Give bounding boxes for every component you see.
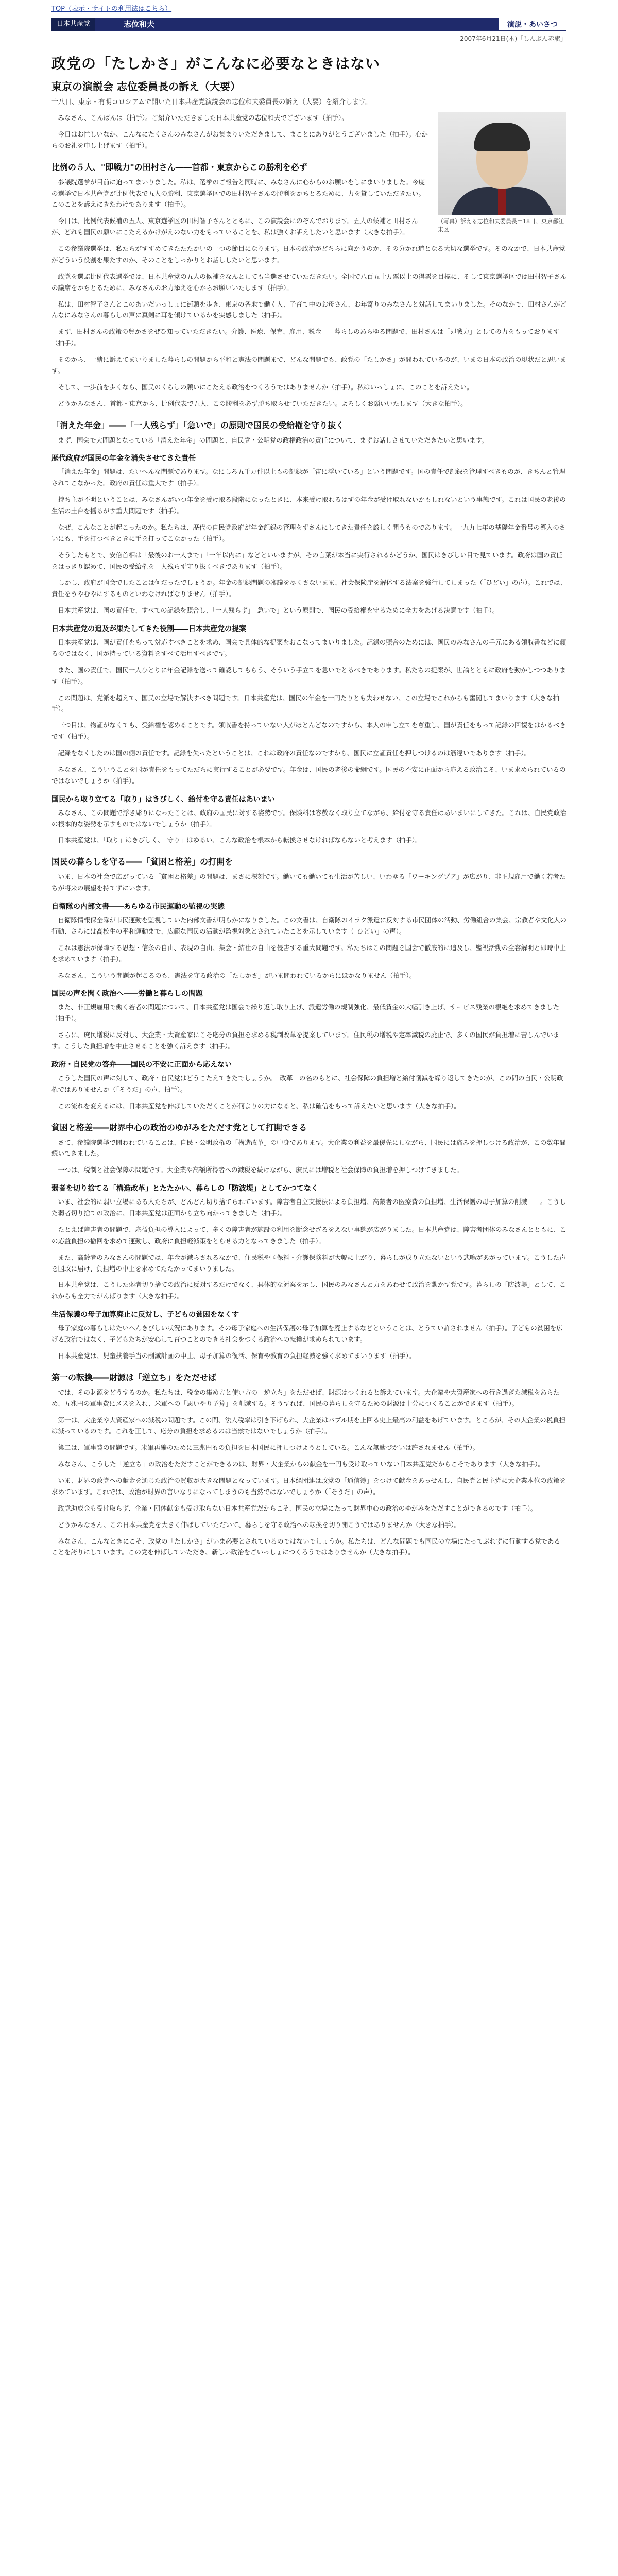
body-paragraph: 日本共産党は、児童扶養手当の削減計画の中止、母子加算の復活、保育や教育の負担軽減を強く求めてまいります（拍手）。	[58, 1351, 416, 1360]
section-heading: 比例の５人、"即戦力"の田村さん――首都・東京からこの勝利を必ず	[52, 162, 307, 172]
body-paragraph: いま、日本の社会で広がっている「貧困と格差」の問題は、まさに深刻です。働いても働いても生活が苦しい、いわゆる「ワーキングプア」が広がり、非正規雇用で働く若者たちが将来の展望を持てずにいます。	[52, 873, 566, 892]
body-paragraph: では、その財源をどうするのか。私たちは、税金の集め方と使い方の「逆立ち」をただせば、財源はつくれると訴えています。大企業や大資産家への行き過ぎた減税をあらため、五兆円の軍事費にメスを入れ、米軍への「思いやり予算」を削減する。そうすれば、国民の暮らしを守るための財源は十分につくることができます（拍手）。	[52, 1388, 560, 1408]
body-paragraph: さて、参議院選挙で問われていることは、自民・公明政権の「構造改革」の中身であります。大企業の利益を最優先にしながら、国民には痛みを押しつける政治が、この数年間続いてきました。	[52, 1138, 566, 1158]
body-paragraph: 政党助成金も受け取らず、企業・団体献金も受け取らない日本共産党だからこそ、国民の立場にたって財界中心の政治のゆがみをただすことができるのです（拍手）。	[58, 1504, 537, 1512]
body-paragraph: どうかみなさん、この日本共産党を大きく伸ばしていただいて、暮らしを守る政治への転換を切り開こうではありませんか（大きな拍手）。	[58, 1520, 461, 1529]
body-paragraph: しかし、政府が国会でしたことは何だったでしょうか。年金の記録問題の審議を尽くさないまま、社会保険庁を解体する法案を強行してしまった（「ひどい」の声）。これでは、責任をうやむやにするものといわなければなりません（拍手）。	[52, 579, 567, 598]
body-paragraph: まず、田村さんの政策の豊かさをぜひ知っていただきたい。介護、医療、保育、雇用、税金――暮らしのあらゆる問題で、田村さんは「即戦力」としての力をもっております（拍手）。	[52, 328, 560, 347]
body-paragraph: たとえば障害者の問題で、応益負担の導入によって、多くの障害者が施設の利用を断念せざるをえない事態が広がりました。日本共産党は、障害者団体のみなさんとともに、この応益負担の撤回を求めて運動し、政府に負担軽減策をとらせる力となってきました（拍手）。	[52, 1225, 566, 1245]
section-title: 志位和夫	[124, 20, 155, 29]
top-nav	[0, 0, 618, 18]
body-paragraph: そのから、一緒に訴えてまいりました暮らしの問題から平和と憲法の問題まで、どんな問題でも、政党の「たしかさ」が問われているのが、いまの日本の政治の現状だと思います。	[52, 355, 566, 375]
top-link[interactable]: TOP（表示・サイトの利用法はこちら）	[52, 5, 172, 13]
body-paragraph: 第二は、軍事費の問題です。米軍再編のために三兆円もの負担を日本国民に押しつけようとしている。こんな無駄づかいは許されません（拍手）。	[58, 1444, 479, 1452]
body-paragraph: この参議院選挙は、私たちがすすめてきたたたかいの一つの節目になります。日本の政治がどちらに向かうのか、その分かれ道となる大切な選挙です。そのなかで、日本共産党がどういう役割を果たすのか、そのことをしっかりとお話ししたいと思います。	[52, 245, 565, 264]
body-paragraph: いま、社会的に弱い立場にある人たちが、どんどん切り捨てられています。障害者自立支援法による負担増、高齢者の医療費の負担増、生活保護の母子加算の削減――。こうした弱者切り捨ての政治に、日本共産党は正面から立ち向かってきました（拍手）。	[52, 1198, 566, 1217]
subsection-heading: 生活保護の母子加算廃止に反対し、子どもの貧困をなくす	[52, 1311, 239, 1319]
body-paragraph: 参議院選挙が目前に迫ってまいりました。私は、選挙のご報告と同時に、みなさんに心からのお願いをしにまいりました。今度の選挙で日本共産党が比例代表で五人の勝利、東京選挙区での田村智子さんの勝利をかちとるために、力を貸していただきたい。このことを訴えにきたわけであります（拍手）。	[52, 178, 425, 209]
body-paragraph: また、国の責任で、国民一人ひとりに年金記録を送って確認してもらう、そういう手立てを急いでとるべきであります。私たちの提案が、世論とともに政府を動かしつつあります（拍手）。	[52, 666, 566, 685]
subsection-heading: 国民の声を聞く政治へ――労働と暮らしの問題	[52, 990, 203, 998]
subsection-heading: 弱者を切り捨てる「構造改革」とたたかい、暮らしの「防波堤」としてかつてなく	[52, 1184, 318, 1193]
body-paragraph: みなさん、こういうことを国が責任をもってただちに実行することが必要です。年金は、国民の老後の命綱です。国民の不安に正面から応える政治こそ、いま求められているのではないでしょうか（拍手）。	[52, 765, 566, 785]
body-paragraph: こうした国民の声に対して、政府・自民党はどうこたえてきたでしょうか。「改革」の名のもとに、社会保障の負担増と給付削減を繰り返してきたのが、この間の自民・公明政権ではありませんか（「そうだ」の声、拍手）。	[52, 1074, 563, 1093]
subsection-heading: 政府・自民党の答弁――国民の不安に正面から応えない	[52, 1060, 232, 1069]
body-paragraph: みなさん、この問題で浮き彫りになったことは、政府の国民に対する姿勢です。保険料は容赦なく取り立てながら、給付を守る責任はあいまいにしてきた。これは、自民党政治の根本的な姿勢を示すものではないでしょうか（拍手）。	[52, 808, 566, 828]
body-paragraph: どうかみなさん、首都・東京から、比例代表で五人、この勝利を必ず勝ち取らせていただきたい。よろしくお願いいたします（大きな拍手）。	[58, 399, 467, 408]
body-paragraph: 一つは、税制と社会保障の問題です。大企業や高額所得者への減税を続けながら、庶民には増税と社会保障の負担増を押しつけてきました。	[58, 1166, 464, 1174]
party-label[interactable]: 日本共産党	[52, 18, 95, 31]
body-paragraph: また、高齢者のみなさんの問題では、年金が減らされるなかで、住民税や国保料・介護保険料が大幅に上がり、暮らしが成り立たないという悲鳴があがっています。こうした声を国政に届け、負担増の中止を求めてたたかってまいりました。	[52, 1253, 566, 1273]
body-paragraph: 今日はお忙しいなか、こんなにたくさんのみなさんがお集まりいただきまして、まことにありがとうございました（拍手）。心からのお礼を申し上げます（拍手）。	[52, 130, 428, 149]
speaker-photo	[438, 112, 566, 215]
body-paragraph: みなさん、こういう問題が起こるのも、憲法を守る政治の「たしかさ」がいま問われているからにほかなりません（拍手）。	[58, 971, 416, 979]
subsection-heading: 日本共産党の追及が果たしてきた役割――日本共産党の提案	[52, 625, 246, 633]
body-paragraph: 「消えた年金」問題は、たいへんな問題であります。なにしろ五千万件以上もの記録が「宙に浮いている」という問題です。国の責任で記録を管理すべきものが、きちんと管理されてこなかった。政府の責任は重大です（拍手）。	[52, 468, 565, 487]
body-paragraph: 三つ目は、物証がなくても、受給権を認めることです。領収書を持っていない人がほとんどなのですから、本人の申し立てを尊重し、国が責任をもって記録の回復をはかるべきです（拍手）。	[52, 721, 566, 741]
body-paragraph: みなさん、こうした「逆立ち」の政治をただすことができるのは、財界・大企業からの献金を一円も受け取っていない日本共産党だからこそであります（大きな拍手）。	[58, 1460, 545, 1468]
body-paragraph: 日本共産党は、国の責任で、すべての記録を照合し、「一人残らず」「急いで」という原則で、国民の受給権を守るために全力をあげる決意です（拍手）。	[58, 606, 499, 615]
body-paragraph: 日本共産党は、国が責任をもって対応すべきことを求め、国会で具体的な提案をおこなってまいりました。記録の照合のためには、国民のみなさんの手元にある領収書などに頼るのではなく、国が持っている資料をすべて活用すべきです。	[52, 638, 566, 657]
article	[52, 49, 566, 1563]
article-lead: 十八日、東京・有明コロシアムで開いた日本共産党演説会の志位和夫委員長の訴え（大要）を紹介します。	[52, 98, 372, 106]
section-heading: 「消えた年金」――「一人残らず」「急いで」の原則で国民の受給権を守り抜く	[52, 420, 345, 430]
body-paragraph: まず、国会で大問題となっている「消えた年金」の問題と、自民党・公明党の政権政治の責任について、まずお話しさせていただきたいと思います。	[58, 436, 488, 444]
article-subtitle: 東京の演説会 志位委員長の訴え（大要）	[52, 80, 241, 93]
body-paragraph: そして、一歩前を歩くなら、国民のくらしの願いにこたえる政治をつくろうではありませんか（拍手）。私はいっしょに、このことを訴えたい。	[58, 383, 473, 391]
body-paragraph: 第一は、大企業や大資産家への減税の問題です。この間、法人税率は引き下げられ、大企業はバブル期を上回る史上最高の利益をあげています。ところが、その大企業の税負担は減っているのです。これを正して、応分の負担を求めるのは当然ではないでしょうか（拍手）。	[52, 1416, 566, 1435]
body-paragraph: 母子家庭の暮らしはたいへんきびしい状況にあります。その母子家庭への生活保護の母子加算を廃止するなどということは、とうてい許されません（拍手）。子どもの貧困を広げる政治ではなく、子どもたちが安心して育つことのできる社会をつくる政治への転換が求められています。	[52, 1324, 563, 1343]
body-paragraph: みなさん、こんなときにこそ、政党の「たしかさ」がいま必要とされているのではないでしょうか。私たちは、どんな問題でも国民の立場にたってぶれずに行動する党であることを誇りにしています。この党を伸ばしていただき、新しい政治をごいっしょにつくろうではありませんか（大きな拍手）。	[52, 1537, 561, 1556]
body-paragraph: 今日は、比例代表候補の五人、東京選挙区の田村智子さんとともに、この演説会にのぞんでおります。五人の候補と田村さんが、どれも国民の願いにこたえるかけがえのない力をもっていることを、私は強くお訴えしたいと思います（大きな拍手）。	[52, 217, 418, 236]
body-paragraph: そうしたもとで、安倍首相は「最後のお一人まで」「一年以内に」などといいますが、その言葉が本当に実行されるかどうか、国民はきびしい目で見ています。政府は国の責任をはっきり認めて、国民の受給権を一人残らず守り抜くべきであります（拍手）。	[52, 551, 563, 570]
body-paragraph: 記録をなくしたのは国の側の責任です。記録を失ったということは、これは政府の責任なのですから、国民に立証責任を押しつけるのは筋違いであります（拍手）。	[58, 749, 531, 757]
body-paragraph: 持ち主が不明ということは、みなさんがいつ年金を受け取る段階になったときに、本来受け取れるはずの年金が受け取れないかもしれないという事態です。これは国民の老後の生活の土台を揺るがす重大問題です（拍手）。	[52, 496, 566, 515]
article-body	[52, 112, 566, 1558]
category-label[interactable]: 演説・あいさつ	[499, 18, 566, 31]
body-paragraph: さらに、庶民増税に反対し、大企業・大資産家にこそ応分の負担を求める税制改革を提案しています。住民税の増税や定率減税の廃止で、多くの国民が負担増に苦しんでいます。こうした負担増を中止させることを強く訴えます（拍手）。	[52, 1031, 560, 1050]
body-paragraph: 政党を選ぶ比例代表選挙では、日本共産党の五人の候補をなんとしても当選させていただきたい。全国で八百五十万票以上の得票を目標に、そして東京選挙区では田村智子さんの議席をかちとるために、みなさんのお力添えを心からお願いいたします（拍手）。	[52, 272, 567, 292]
section-heading: 貧困と格差――財界中心の政治のゆがみをただす党として打開できる	[52, 1122, 307, 1132]
body-paragraph: 日本共産党は、こうした弱者切り捨ての政治に反対するだけでなく、具体的な対案を示し、国民のみなさんと力をあわせて政治を動かす党です。暮らしの「防波堤」として、これからも全力でがんばります（大きな拍手）。	[52, 1281, 566, 1300]
body-paragraph: 日本共産党は、「取り」はきびしく、「守り」はゆるい、こんな政治を根本から転換させなければならないと考えます（拍手）。	[58, 836, 422, 844]
body-paragraph: みなさん、こんばんは（拍手）。ご紹介いただきました日本共産党の志位和夫でございます（拍手）。	[58, 114, 348, 122]
body-paragraph: この流れを変えるには、日本共産党を伸ばしていただくことが何よりの力になると、私は確信をもって訴えたいと思います（大きな拍手）。	[58, 1101, 460, 1110]
photo-figure	[438, 112, 566, 234]
subsection-heading: 自衛隊の内部文書――あらゆる市民運動の監視の実態	[52, 903, 225, 911]
subsection-heading: 国民から取り立てる「取り」はきびしく、給付を守る責任はあいまい	[52, 795, 275, 804]
body-paragraph: 私は、田村智子さんとこのあいだいっしょに街頭を歩き、東京の各地で働く人、子育て中のお母さん、お年寄りのみなさんと対話してまいりました。そのなかで、田村さんがどんなにみなさんの暮らしの声に真剣に耳を傾けているかを実感しました（拍手）。	[52, 300, 567, 319]
body-paragraph: 自衛隊情報保全隊が市民運動を監視していた内部文書が明らかになりました。この文書は、自衛隊のイラク派遣に反対する市民団体の活動、労働組合の集会、宗教者や文化人の行動、さらには高校生の平和運動まで、広範な国民の活動が監視対象とされていたことを示しています（「ひどい」の声）。	[52, 916, 567, 935]
photo-caption: （写真）訴える志位和夫委員長＝18日、東京都江東区	[438, 218, 564, 233]
body-paragraph: いま、財界の政党への献金を通じた政治の買収が大きな問題となっています。日本経団連は政党の「通信簿」をつけて献金をあっせんし、自民党と民主党に大企業本位の政策を求めています。これでは、政治が財界の言いなりになってしまうのも当然ではないでしょうか（「そうだ」の声）。	[52, 1477, 566, 1496]
body-paragraph: この問題は、党派を超えて、国民の立場で解決すべき問題です。日本共産党は、国民の年金を一円たりとも失わせない、この立場でこれからも奮闘してまいります（大きな拍手）。	[52, 693, 560, 713]
section-heading: 国民の暮らしを守る――「貧困と格差」の打開を	[52, 857, 233, 867]
article-title: 政党の「たしかさ」がこんなに必要なときはない	[52, 55, 381, 72]
header-bar	[52, 18, 566, 31]
body-paragraph: これは憲法が保障する思想・信条の自由、表現の自由、集会・結社の自由を侵害する重大問題です。私たちはこの問題を国会で徹底的に追及し、監視活動の全容解明と即時中止を求めています（拍手）。	[52, 943, 566, 963]
body-paragraph: なぜ、こんなことが起こったのか。私たちは、歴代の自民党政府が年金記録の管理をずさんにしてきた責任を厳しく問うものであります。一九九七年の基礎年金番号の導入のさいにも、手を打つべきときに手を打ってこなかった（拍手）。	[52, 523, 566, 543]
article-date: 2007年6月21日(木)「しんぶん赤旗」	[460, 35, 566, 42]
body-paragraph: また、非正規雇用で働く若者の問題について、日本共産党は国会で繰り返し取り上げ、派遣労働の規制強化、最低賃金の大幅引き上げ、サービス残業の根絶を求めてきました（拍手）。	[52, 1003, 560, 1023]
subsection-heading: 歴代政府が国民の年金を消失させてきた責任	[52, 454, 196, 463]
section-heading: 第一の転換――財源は「逆立ち」をただせば	[52, 1372, 217, 1382]
